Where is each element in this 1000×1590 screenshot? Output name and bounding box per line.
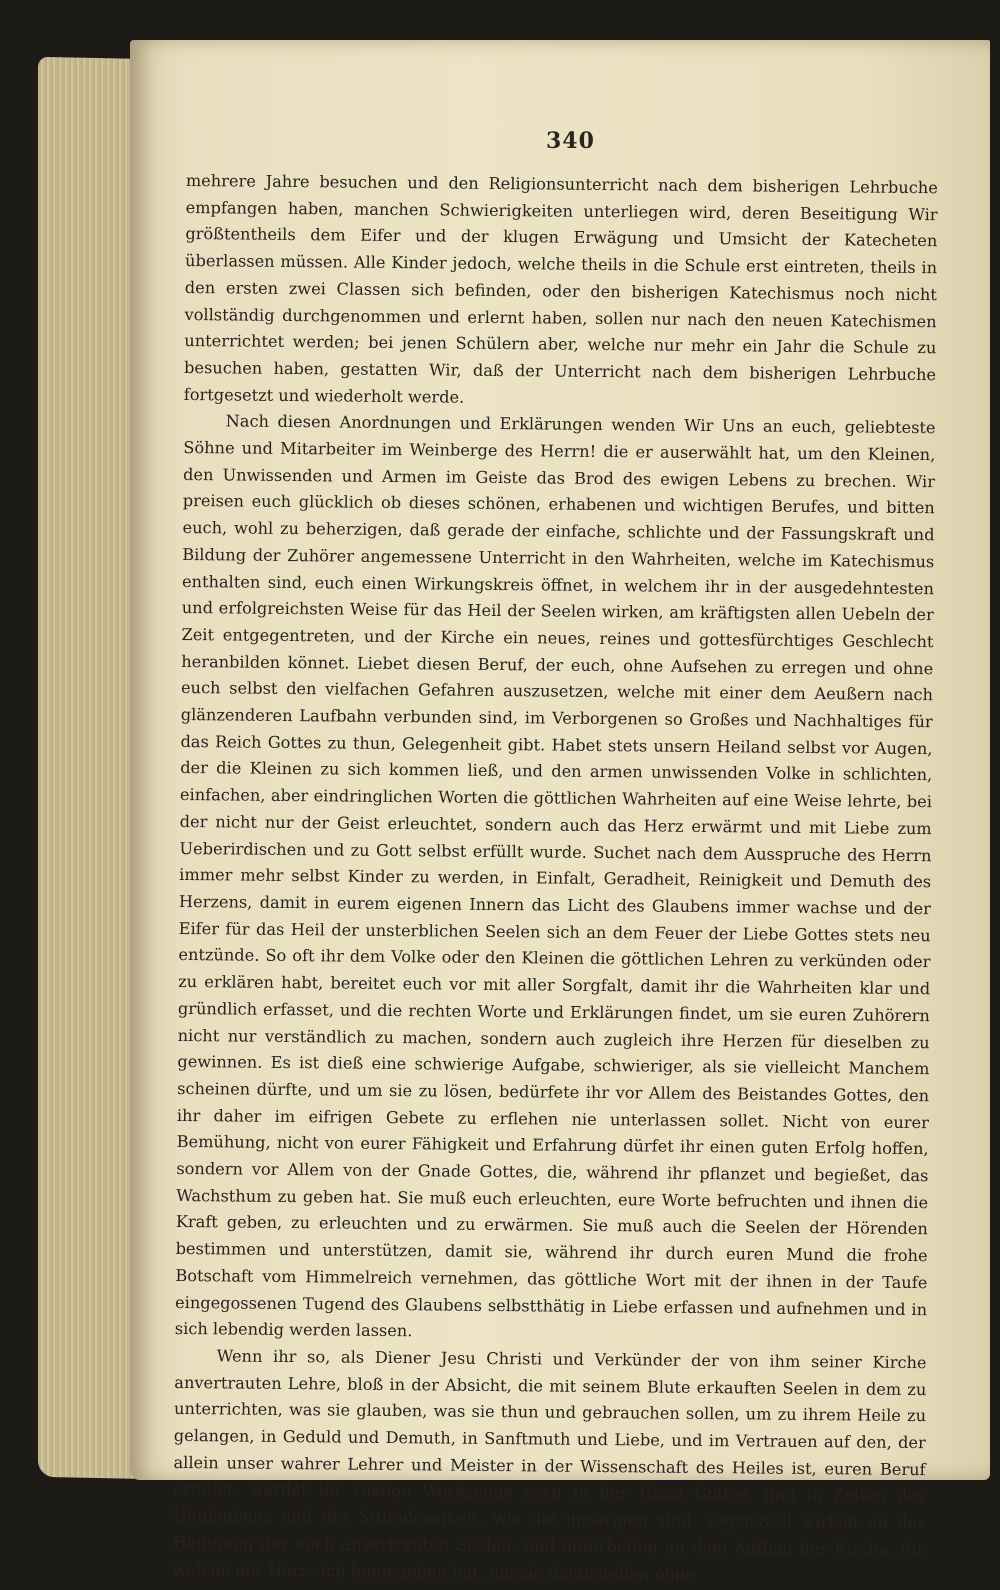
page-number: 340 [546,128,595,154]
paragraph-2: Nach diesen Anordnungen und Erklärungen wenden Wir Uns an euch, geliebteste Söhne und Mitarbeiter im Weinberge des Herrn! die er auserwählt hat, um den Kleinen, den Unwissenden und Armen im Geiste das Brod des ewigen Lebens zu brechen. Wir preisen euch glücklich ob dieses schönen, erhabenen und wichtigen Berufes, und bitten euch, wohl zu beherzigen, daß gerade der einfache, schlichte und der Fassungskraft und Bildung der Zuhörer angemessene Unterricht in den Wahrheiten, welche im Katechismus enthalten sind, euch einen Wirkungskreis öffnet, in welchem ihr in der ausgedehntesten und erfolgreichsten Weise für das Heil der Seelen wirken, am kräftigsten allen Uebeln der Zeit entgegentreten, und der Kirche ein neues, reines und gottesfürchtiges Geschlecht heranbilden könnet. Liebet diesen Beruf, der euch, ohne Aufsehen zu erregen und ohne euch selbst den vielfachen Gefahren auszusetzen, welche mit einer dem Aeußern nach glänzenderen Laufbahn verbunden sind, im Verborgenen so Großes und Nachhaltiges für das Reich Gottes zu thun, Gelegenheit gibt. Habet stets unsern Heiland selbst vor Augen, der die Kleinen zu sich kommen ließ, und den armen unwissenden Volke in schlichten, einfachen, aber eindringlichen Worten die göttlichen Wahrheiten auf eine Weise lehrte, bei der nicht nur der Geist erleuchtet, sondern auch das Herz erwärmt und mit Liebe zum Ueberirdischen und zu Gott selbst erfüllt wurde. Suchet nach dem Ausspruche des Herrn immer mehr selbst Kinder zu werden, in Einfalt, Geradheit, Reinigkeit und Demuth des Herzens, damit in eurem eigenen Innern das Licht des Glaubens immer wachse und der Eifer für das Heil der unsterblichen Seelen sich an dem Feuer der Liebe Gottes stets neu entzünde. So oft ihr dem Volke oder den Kleinen die göttlichen Lehren zu verkünden oder zu erklären habt, bereitet euch vor mit aller Sorgfalt, damit ihr die Wahrheiten klar und gründlich erfasset, und die rechten Worte und Erklärungen findet, um sie euren Zuhörern nicht nur verständlich zu machen, sondern auch zugleich ihre Herzen für dieselben zu gewinnen. Es ist dieß eine schwierige Aufgabe, schwieriger, als sie vielleicht Manchem scheinen dürfte, und um sie zu lösen, bedürfete ihr vor Allem des Beistandes Gottes, den ihr daher im eifrigen Gebete zu erflehen nie unterlassen sollet. Nicht von eurer Bemühung, nicht von eurer Fähigkeit und Erfahrung dürfet ihr einen guten Erfolg hoffen, sondern vor Allem von der Gnade Gottes, die, während ihr pflanzet und begießet, das Wachsthum zu geben hat. Sie muß euch erleuchten, eure Worte befruchten und ihnen die Kraft geben, zu erleuchten und zu erwärmen. Sie muß auch die Seelen der Hörenden bestimmen und unterstützen, damit sie, während ihr durch euren Mund die frohe Botschaft vom Himmelreich vernehmen, das göttliche Wort mit der ihnen in der Taufe eingegossenen Tugend des Glaubens selbstthätig in Liebe erfassen und aufnehmen und in sich lebendig werden lassen. [174,411,936,1341]
paragraph-1: mehrere Jahre besuchen und den Religionsunterricht nach dem bisherigen Lehrbuche empfangen haben, manchen Schwierigkeiten unterliegen wird, deren Beseitigung Wir größtentheils dem Eifer und der klugen Erwägung und Umsicht der Katecheten überlassen müssen. Alle Kinder jedoch, welche theils in die Schule erst eintreten, theils in den ersten zwei Classen sich befinden, oder den bisherigen Katechismus noch nicht vollständig durchgenommen und erlernt haben, sollen nur nach den neuen Katechismen unterrichtet werden; bei jenen Schülern aber, welche nur mehr ein Jahr die Schule zu besuchen haben, gestatten Wir, daß der Unterricht nach dem bisherigen Lehrbuche fortgesetzt und wiederholt werde. [183,170,938,407]
paragraph-3: Wenn ihr so, als Diener Jesu Christi und Verkünder der von ihm seiner Kirche anvertrauten Lehre, bloß in der Absicht, die mit seinem Blute erkauften Seelen in dem zu unterrichten, was sie glauben, was sie thun und gebrauchen sollen, um zu ihrem Heile zu gelangen, in Geduld und Demuth, in Sanftmuth und Liebe, und im Vertrauen auf den, der allein unser wahrer Lehrer und Meister in der Wissenschaft des Heiles ist, euren Beruf erfüllet, werdet ihr rüstige Werkzeuge seyn in der Hand Gottes, und in Zeiten des Unglaubens und der Sittenlosigkeit, wie die unserigen sind, segensvoll wirken an der Heiligung der euch anvertrauten Seelen, und mitarbeiten an dem Aufbau der Kirche, für welche der Herr sich hingegeben hat, um sie darzustellen ohne [172,1346,927,1584]
body-text [172,168,938,1590]
